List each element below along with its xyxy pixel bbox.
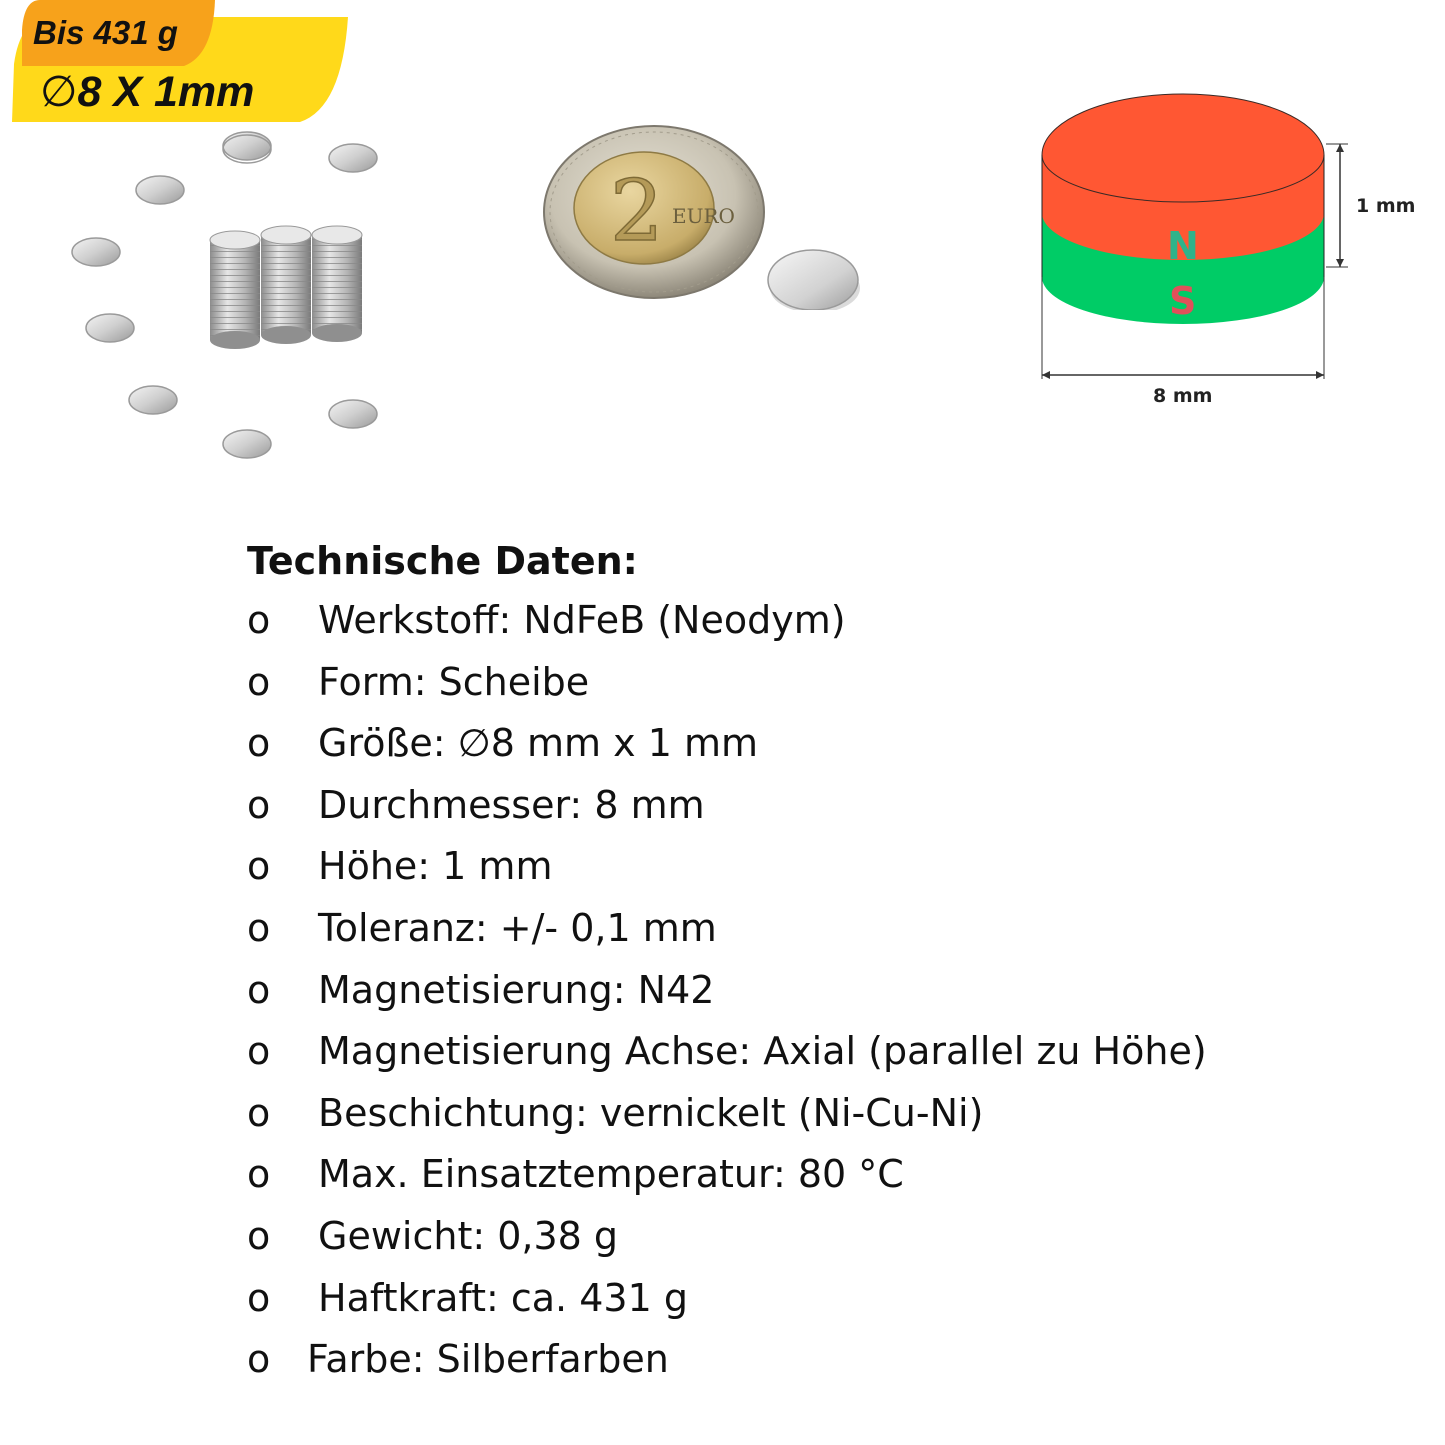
bullet: o	[247, 844, 271, 889]
size-label: ∅8 X 1mm	[40, 68, 255, 116]
bullet: o	[247, 1029, 271, 1074]
height-label: 1 mm	[1356, 195, 1416, 217]
bullet: o	[247, 782, 271, 827]
bullet: o	[247, 1090, 271, 1135]
coin-denomination: 2	[610, 162, 664, 260]
magnets-scatter-image	[60, 120, 480, 480]
spec-item-diameter: o Durchmesser: 8 mm	[247, 775, 1397, 837]
spec-item-shape: o Form: Scheibe	[247, 652, 1397, 714]
diameter-symbol: ∅	[40, 68, 78, 116]
bullet: o	[247, 905, 271, 950]
diameter-label: 8 mm	[1153, 385, 1213, 407]
spec-item-tolerance: o Toleranz: +/- 0,1 mm	[247, 898, 1397, 960]
bullet: o	[247, 1213, 271, 1258]
magnet-dimension-diagram	[1030, 85, 1430, 385]
north-pole-label: N	[1167, 224, 1199, 268]
bullet: o	[247, 1337, 271, 1382]
bullet: o	[247, 721, 271, 766]
bullet: o	[247, 1152, 271, 1197]
magnet-stacks	[210, 226, 362, 349]
coin-comparison-image	[540, 120, 870, 310]
size-badge	[0, 0, 360, 130]
spec-item-magnetization: o Magnetisierung: N42	[247, 960, 1397, 1022]
bullet: o	[247, 598, 271, 642]
spec-item-weight: o Gewicht: 0,38 g	[247, 1206, 1397, 1268]
spec-item-holding-force: o Haftkraft: ca. 431 g	[247, 1268, 1397, 1330]
bullet: o	[247, 1275, 271, 1320]
spec-item-size: o Größe: ∅8 mm x 1 mm	[247, 713, 1397, 775]
bullet: o	[247, 967, 271, 1012]
technical-data	[247, 532, 1397, 1391]
south-pole-label: S	[1169, 279, 1197, 323]
spec-item-height: o Höhe: 1 mm	[247, 836, 1397, 898]
bullet: o	[247, 659, 271, 704]
spec-item-coating: o Beschichtung: vernickelt (Ni-Cu-Ni)	[247, 1083, 1397, 1145]
technical-data-title: Technische Daten:	[247, 539, 638, 583]
weight-label: Bis 431 g	[33, 14, 178, 51]
coin-currency: EURO	[672, 204, 735, 228]
spec-item-max-temperature: o Max. Einsatztemperatur: 80 °C	[247, 1144, 1397, 1206]
spec-item-magnetization-axis: o Magnetisierung Achse: Axial (parallel zu Höhe)	[247, 1021, 1397, 1083]
spec-item-material: o Werkstoff: NdFeB (Neodym)	[247, 590, 1397, 652]
spec-item-color: o Farbe: Silberfarben	[247, 1329, 1397, 1391]
